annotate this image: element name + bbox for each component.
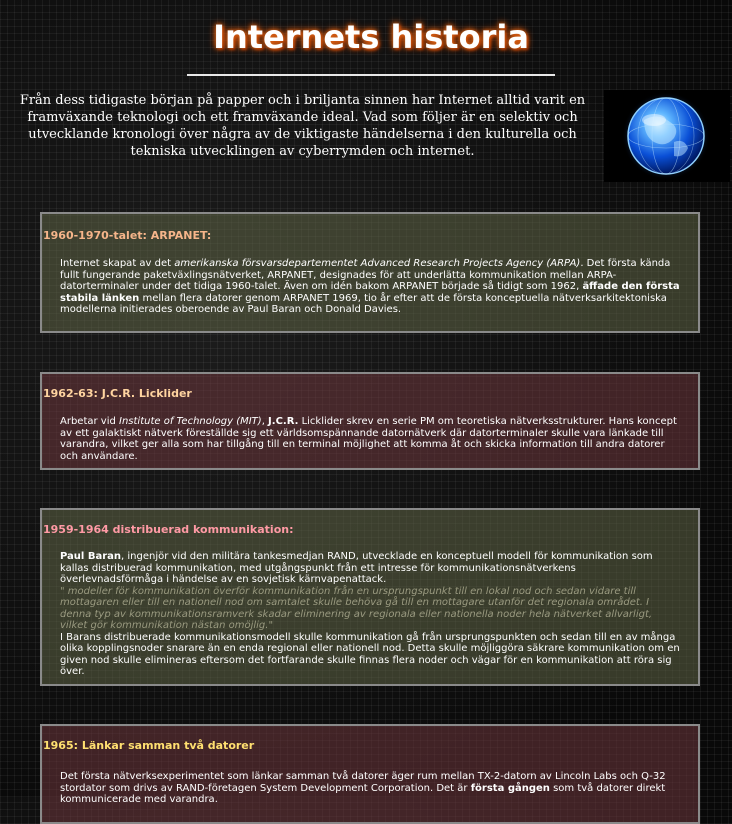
section-heading: 1962-63: J.C.R. Licklider	[43, 387, 192, 400]
section-body: Det första nätverksexperimentet som länkar samman två datorer äger rum mellan TX-2-datorn av Lincoln Labs och Q-32 stordator som drivs av RAND-företagen System Development Corporation. Det är första gången som två datorer direkt kommunicerade med varandra.	[60, 771, 666, 805]
section-licklider	[40, 372, 700, 470]
section-heading: 1959-1964 distribuerad kommunikation:	[43, 523, 294, 536]
intro-text: Från dess tidigaste början på papper och i briljanta sinnen har Internet alltid varit en framväxande teknologi och ett framväxande ideal. Vad som följer är en selektiv och utvecklande kronologi över några av de viktigaste händelserna i den kulturella och tekniska utvecklingen av cyberrymden och internet.	[19, 93, 586, 159]
globe-image	[604, 90, 730, 182]
title-divider	[187, 74, 555, 76]
section-body: Arbetar vid Institute of Technology (MIT), J.C.R. Licklider skrev en serie PM om teoretiska nätverksstrukturer. Hans koncept av ett galaktiskt nätverk föreställde sig ett världsomspännande datornätverk där datorterminaler skulle vara länkade till varandra, vilket ger alla som har tillgång till en terminal möjlighet att komma åt och skicka information till andra datorer och användare.	[60, 416, 677, 462]
page-title: Internets historia	[213, 18, 529, 56]
section-heading: 1960-1970-talet: ARPANET:	[43, 229, 212, 242]
section-heading: 1965: Länkar samman två datorer	[43, 739, 255, 752]
globe-icon	[604, 90, 730, 182]
section-distributed-communication	[40, 508, 700, 686]
section-quote: " modeller för kommunikation överför kommunikation från en ursprungspunkt till en lokal nod och sedan vidare till mottagaren eller till en nationell nod om samtalet skulle behöva gå till en mottagare utanför det regionala området. I denna typ av kommunikationsramverk skadar eliminering av regionala eller nationella noder hela nätverket allvarligt, vilket gör kommunikation nästan omöjlig."	[60, 585, 653, 631]
section-two-computers	[40, 724, 700, 824]
section-body: Internet skapat av det amerikanska försvarsdepartementet Advanced Research Projects Agency (ARPA). Det första kända fullt fungerande paketväxlingsnätverket, ARPANET, designades för att underlätta kommunikation mellan ARPA-datorterminaler under det tidiga 1960-talet. Även om idén bakom ARPANET började så tidigt som 1962, äffade den första stabila länken mellan flera datorer genom ARPANET 1969, tio år efter att de första konceptuella nätverksarkitektoniska modellerna initierades oberoende av Paul Baran och Donald Davies.	[60, 258, 680, 315]
section-arpanet	[40, 212, 700, 333]
section-body: Paul Baran, ingenjör vid den militära tankesmedjan RAND, utvecklade en konceptuell modell för kommunikation som kallas distribuerad kommunikation, med utgångspunkt från ett intresse för kommunikationsnätverkens överlevnadsförmåga i händelse av en sovjetisk kärnvapenattack. " modeller för kommunikation överför kommunikation från en ursprungspunkt till en lokal nod och sedan vidare till mottagaren eller till en nationell nod om samtalet skulle behöva gå till en mottagare utanför det regionala området. I denna typ av kommunikationsramverk skadar eliminering av regionala eller nationella noder hela nätverket allvarligt, vilket gör kommunikation nästan omöjlig." I Barans distribuerade kommunikationsmodell skulle kommunikation gå från ursprungspunkten och sedan till en av många olika kopplingsnoder snarare än en enda regional eller nationell nod. Detta skulle möjliggöra säkrare kommunikation om en given nod skulle elimineras eftersom det fortfarande skulle finnas flera noder och vägar för en kommunikation att röra sig över.	[60, 551, 682, 678]
